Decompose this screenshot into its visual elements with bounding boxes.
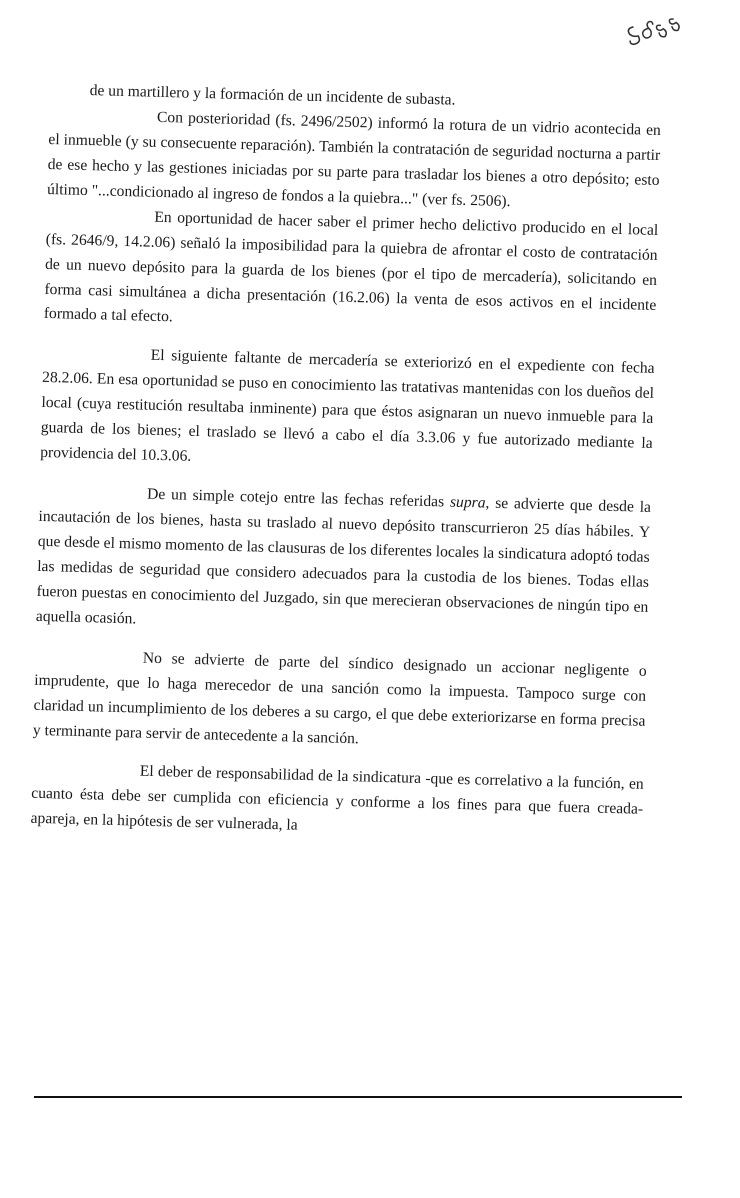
- body-text: [30, 78, 662, 848]
- italic-term: supra: [449, 493, 486, 512]
- paragraph-no-negligence: No se advierte de parte del síndico designado un accionar negligente o imprudente, que lo haga merecedor de una sanción como la impuesta. Tampoco surge con claridad un incumplimiento de los deberes a su cargo, el que debe exteriorizarse en forma precisa y terminante para servir de antecedente a la sanción.: [32, 649, 647, 747]
- paragraph-first-theft: En oportunidad de hacer saber el primer hecho delictivo producido en el local (fs. 2646/9, 14.2.06) señaló la imposibilidad para la quiebra de afrontar el costo de contratación de un nuevo depósito para la guarda de los bienes (por el tipo de mercadería), solicitando en forma casi simultánea a dicha presentación (16.2.06) la venta de esos activos en el incidente formado a tal efecto.: [43, 208, 659, 326]
- page-bottom-rule: [34, 1096, 682, 1098]
- paragraph-continuation: de un martillero y la formación de un incidente de subasta.: [89, 82, 456, 109]
- paragraph-duty-of-responsibility: El deber de responsabilidad de la sindicatura -que es correlativo a la función, en cuanto ésta debe ser cumplida con eficiencia y conforme a los fines para que fuera creada- apareja, en la hipótesis de ser vulnerada, la: [30, 763, 644, 835]
- paragraph-date-comparison: [36, 480, 652, 646]
- paragraph-text-end: , se advierte que desde la incautación de los bienes, hasta su traslado al nuevo depósito transcurrieron 25 días hábiles. Y que desde el mismo momento de las clausuras de los diferentes locales la sindicatura adoptó todas las medidas de seguridad que considero adecuados para la custodia de los bienes. Todas ellas fueron puestas en conocimiento del Juzgado, sin que merecieran observaciones de ningún tipo en aquella ocasión.: [35, 494, 652, 628]
- paragraph-second-shortage: El siguiente faltante de mercadería se exteriorizó en el expediente con fecha 28.2.06. En esa oportunidad se puso en conocimiento las tratativas mantenidas con los dueños del local (cuya restitución resultaba inminente) para que éstos asignaran un nuevo inmueble para la guarda de los bienes; el traslado se llevó a cabo el día 3.3.06 y fue autorizado mediante la providencia del 10.3.06.: [39, 347, 655, 465]
- handwritten-folio-icon: [621, 7, 686, 51]
- folio-number-stamp: [621, 7, 686, 51]
- paragraph-window-breakage: Con posterioridad (fs. 2496/2502) informó la rotura de un vidrio acontecida en el inmueble (y su consecuente reparación). También la contratación de seguridad nocturna a partir de ese hecho y las gestiones iniciadas por su parte para trasladar los bienes a otro depósito; esto último "...condicionado al ingreso de fondos a la quiebra..." (ver fs. 2506).: [46, 108, 662, 210]
- paragraph-text-start: De un simple cotejo entre las fechas referidas: [146, 485, 451, 511]
